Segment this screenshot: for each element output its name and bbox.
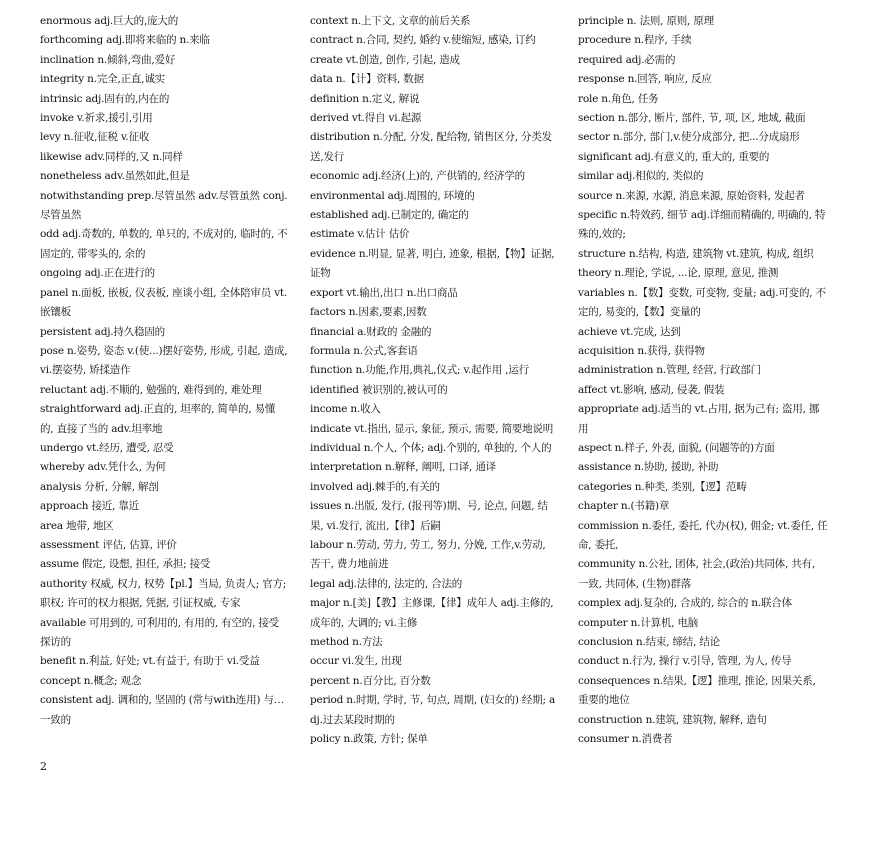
vocab-entry: likewise adv.同样的,又 n.同样 — [40, 150, 183, 163]
vocab-entry: acquisition n.获得, 获得物 — [578, 344, 705, 357]
vocab-entry: commission n.委任, 委托, 代办(权), 佣金; vt.委任, 任命, 委托, — [578, 519, 828, 551]
vocab-entry: similar adj.相似的, 类似的 — [578, 170, 704, 183]
vocab-entry: assume 假定, 设想, 担任, 承担; 接受 — [40, 558, 211, 571]
vocab-entry: enormous adj.巨大的,庞大的 — [40, 15, 178, 27]
vocab-entry: procedure n.程序, 手续 — [578, 34, 692, 47]
vocab-entry: aspect n.样子, 外表, 面貌, (问题等的)方面 — [578, 441, 775, 454]
vocab-entry: required adj.必需的 — [578, 53, 676, 66]
vocab-entry: involved adj.棘手的,有关的 — [310, 480, 440, 493]
vocab-entry: assistance n.协助, 援助, 补助 — [578, 461, 719, 474]
vocab-entry: undergo vt.经历, 遭受, 忍受 — [40, 441, 174, 454]
vocab-entry: panel n.面板, 嵌板, 仪表板, 座谈小组, 全体陪审员 vt.嵌镶板 — [40, 286, 288, 319]
vocab-entry: context n.上下文, 文章的前后关系 — [310, 15, 471, 27]
page-number: 2 — [40, 760, 47, 773]
vocab-entry: analysis 分析, 分解, 解剖 — [40, 480, 159, 493]
vocab-entry: whereby adv.凭什么, 为何 — [40, 461, 166, 474]
vocab-entry: indicate vt.指出, 显示, 象征, 预示, 需要, 简要地说明 — [310, 422, 554, 435]
vocab-entry: identified 被识别的,被认可的 — [310, 383, 448, 396]
vocab-entry: variables n.【数】变数, 可变物, 变量; adj.可变的, 不定的, 易变的,【数】变量的 — [578, 286, 826, 319]
vocab-entry: major n.[美]【教】主修课,【律】成年人 adj.主修的, 成年的, 大调的; vi.主修 — [310, 597, 554, 629]
vocab-entry: straightforward adj.正直的, 坦率的, 简单的, 易懂的, 直接了当的 adv.坦率地 — [40, 403, 276, 435]
vocab-entry: odd adj.奇数的, 单数的, 单只的, 不成对的, 临时的, 不固定的, 带零头的, 余的 — [40, 228, 288, 260]
vocab-column-2 — [310, 12, 558, 749]
vocab-entry: principle n. 法则, 原则, 原理 — [578, 15, 714, 27]
vocab-entry: issues n.出版, 发行, (报刊等)期、号, 论点, 问题, 结果, vi.发行, 流出,【律】后嗣 — [310, 500, 548, 532]
vocab-entry: response n.回答, 响应, 反应 — [578, 73, 712, 86]
vocab-entry: formula n.公式,客套语 — [310, 344, 418, 357]
vocab-entry: assessment 评估, 估算, 评价 — [40, 538, 177, 551]
vocab-entry: labour n.劳动, 劳力, 劳工, 努力, 分娩, 工作,v.劳动, 苦干, 费力地前进 — [310, 538, 546, 571]
vocab-entry: income n.收入 — [310, 403, 381, 416]
vocab-entry: authority 权威, 权力, 权势【pl.】当局, 负责人; 官方; 职权; 许可的权力根据, 凭据, 引证权威, 专家 — [40, 577, 287, 610]
vocab-entry: area 地带, 地区 — [40, 519, 114, 532]
vocab-entry: export vt.输出,出口 n.出口商品 — [310, 286, 458, 299]
vocab-entry: create vt.创造, 创作, 引起, 造成 — [310, 53, 460, 66]
vocab-entry: financial a.财政的 金融的 — [310, 325, 432, 338]
vocab-entry: integrity n.完全,正直,诚实 — [40, 73, 165, 86]
vocab-entry: reluctant adj.不顺的, 勉强的, 难得到的, 难处理 — [40, 383, 262, 396]
vocab-entry: method n.方法 — [310, 636, 383, 648]
vocab-entry: factors n.因素,要素,因数 — [310, 306, 427, 319]
vocab-entry: concept n.概念; 观念 — [40, 674, 142, 687]
vocab-entry: definition n.定义, 解说 — [310, 92, 420, 105]
vocab-entry: individual n.个人, 个体; adj.个别的, 单独的, 个人的 — [310, 441, 552, 454]
vocab-entry: invoke v.祈求,援引,引用 — [40, 112, 153, 125]
vocab-entry: legal adj.法律的, 法定的, 合法的 — [310, 577, 463, 590]
vocab-entry: appropriate adj.适当的 vt.占用, 据为己有; 盗用, 挪用 — [578, 403, 820, 435]
vocab-entry: consequences n.结果,【逻】推理, 推论, 因果关系, 重要的地位 — [578, 674, 816, 707]
vocab-entry: specific n.特效药, 细节 adj.详细而精确的, 明确的, 特殊的,效的; — [578, 209, 826, 241]
vocab-entry: source n.来源, 水源, 消息来源, 原始资料, 发起者 — [578, 189, 805, 202]
vocab-entry: achieve vt.完成, 达到 — [578, 325, 681, 338]
vocab-entry: approach 接近, 靠近 — [40, 500, 139, 513]
vocab-entry: established adj.已制定的, 确定的 — [310, 209, 469, 222]
vocab-entry: consistent adj. 调和的, 坚固的 (常与with连用) 与…一致的 — [40, 694, 285, 726]
vocab-entry: inclination n.倾斜,弯曲,爱好 — [40, 53, 176, 66]
vocab-entry: role n.角色, 任务 — [578, 92, 659, 105]
vocab-entry: consumer n.消费者 — [578, 733, 673, 746]
vocab-entry: theory n.理论, 学说, ...论, 原理, 意见, 推测 — [578, 267, 779, 280]
vocab-entry: chapter n.(书籍)章 — [578, 500, 670, 513]
vocab-entry: data n.【计】资料, 数据 — [310, 73, 424, 86]
vocab-entry: percent n.百分比, 百分数 — [310, 674, 431, 687]
vocab-entry: nonetheless adv.虽然如此,但是 — [40, 170, 190, 183]
vocab-entry: forthcoming adj.即将来临的 n.来临 — [40, 34, 210, 47]
vocab-entry: occur vi.发生, 出现 — [310, 655, 402, 668]
vocab-entry: levy n.征收,征税 v.征收 — [40, 131, 150, 144]
vocab-entry: benefit n.利益, 好处; vt.有益于, 有助于 vi.受益 — [40, 655, 260, 668]
vocab-entry: administration n.管理, 经营, 行政部门 — [578, 364, 761, 377]
vocab-entry: notwithstanding prep.尽管虽然 adv.尽管虽然 conj.尽管虽然 — [40, 189, 288, 222]
vocab-entry: policy n.政策, 方针; 保单 — [310, 733, 428, 746]
vocab-entry: significant adj.有意义的, 重大的, 重要的 — [578, 150, 770, 163]
vocab-entry: interpretation n.解释, 阐明, 口译, 通译 — [310, 461, 496, 474]
vocab-entry: ongoing adj.正在进行的 — [40, 267, 155, 280]
vocab-entry: pose n.姿势, 姿态 v.(使...)摆好姿势, 形成, 引起, 造成, vi.摆姿势, 矫揉造作 — [40, 344, 288, 377]
vocab-entry: intrinsic adj.固有的,内在的 — [40, 92, 170, 105]
vocab-entry: construction n.建筑, 建筑物, 解释, 造句 — [578, 713, 767, 726]
vocab-entry: complex adj.复杂的, 合成的, 综合的 n.联合体 — [578, 597, 792, 610]
vocab-entry: environmental adj.周围的, 环境的 — [310, 189, 475, 202]
vocab-entry: community n.公社, 团体, 社会,(政治)共同体, 共有, 一致, 共同体, (生物)群落 — [578, 558, 815, 590]
vocab-entry: evidence n.明显, 显著, 明白, 迹象, 根据,【物】证据, 证物 — [310, 247, 555, 280]
vocab-entry: economic adj.经济(上)的, 产供销的, 经济学的 — [310, 170, 525, 183]
vocab-entry: persistent adj.持久稳固的 — [40, 325, 165, 338]
vocab-entry: categories n.种类, 类别,【逻】范畴 — [578, 480, 747, 493]
vocab-column-1 — [40, 12, 288, 730]
vocab-entry: sector n.部分, 部门,v.使分成部分, 把...分成扇形 — [578, 131, 800, 144]
vocab-entry: period n.时期, 学时, 节, 句点, 周期, (妇女的) 经期; adj.过去某段时期的 — [310, 694, 556, 726]
vocab-entry: conclusion n.结束, 缔结, 结论 — [578, 636, 720, 648]
vocab-entry: available 可用到的, 可利用的, 有用的, 有空的, 接受探访的 — [40, 616, 279, 648]
vocab-column-3 — [578, 12, 828, 749]
vocab-entry: computer n.计算机, 电脑 — [578, 616, 699, 629]
vocab-entry: section n.部分, 断片, 部件, 节, 项, 区, 地域, 截面 — [578, 112, 806, 125]
vocab-entry: function n.功能,作用,典礼,仪式; v.起作用 ,运行 — [310, 364, 529, 377]
vocab-entry: structure n.结构, 构造, 建筑物 vt.建筑, 构成, 组织 — [578, 247, 814, 260]
vocab-entry: affect vt.影响, 感动, 侵袭, 假装 — [578, 383, 725, 396]
vocab-entry: conduct n.行为, 操行 v.引导, 管理, 为人, 传导 — [578, 655, 792, 668]
vocab-entry: derived vt.得自 vi.起源 — [310, 112, 422, 125]
vocab-entry: estimate v.估计 估价 — [310, 228, 410, 241]
vocab-entry: contract n.合同, 契约, 婚约 v.使缩短, 感染, 订约 — [310, 34, 536, 47]
vocab-entry: distribution n.分配, 分发, 配给物, 销售区分, 分类发送,发行 — [310, 131, 552, 163]
